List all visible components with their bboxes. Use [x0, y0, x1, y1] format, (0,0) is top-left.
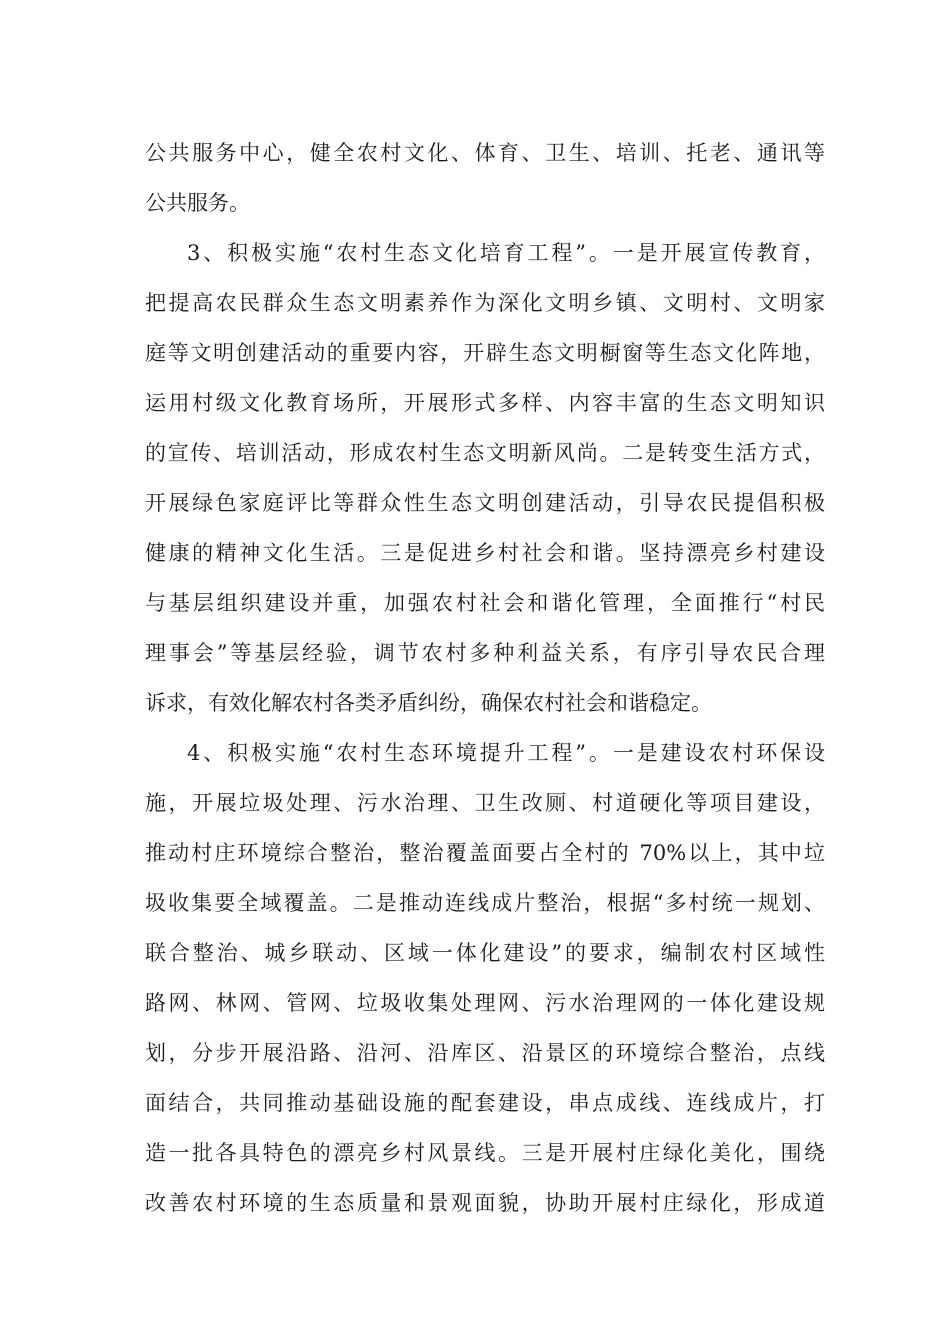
text-line: 理事会”等基层经验，调节农村多种利益关系，有序引导农民合理	[145, 641, 825, 665]
text-line: 健康的精神文化生活。三是促进乡村社会和谐。坚持漂亮乡村建设	[145, 541, 825, 565]
text-line: 运用村级文化教育场所，开展形式多样、内容丰富的生态文明知识	[145, 391, 825, 415]
paragraph-4-first-line: 4、积极实施“农村生态环境提升工程”。一是建设农村环保设	[187, 741, 825, 765]
text-line: 把提高农民群众生态文明素养作为深化文明乡镇、文明村、文明家	[145, 291, 825, 315]
text-line: 的宣传、培训活动，形成农村生态文明新风尚。二是转变生活方式，	[145, 441, 825, 465]
text-line: 联合整治、城乡联动、区域一体化建设”的要求，编制农村区域性	[145, 941, 825, 965]
text-line: 推动村庄环境综合整治，整治覆盖面要占全村的 70%以上，其中垃	[145, 841, 825, 865]
text-line: 施，开展垃圾处理、污水治理、卫生改厕、村道硬化等项目建设，	[145, 791, 825, 815]
text-line: 诉求，有效化解农村各类矛盾纠纷，确保农村社会和谐稳定。	[145, 691, 712, 715]
text-line: 路网、林网、管网、垃圾收集处理网、污水治理网的一体化建设规	[145, 991, 825, 1015]
text-line: 划，分步开展沿路、沿河、沿库区、沿景区的环境综合整治，点线	[145, 1041, 825, 1065]
text-line: 造一批各具特色的漂亮乡村风景线。三是开展村庄绿化美化，围绕	[145, 1141, 825, 1165]
text-line: 庭等文明创建活动的重要内容，开辟生态文明橱窗等生态文化阵地，	[145, 341, 825, 365]
text-line: 公共服务中心，健全农村文化、体育、卫生、培训、托老、通讯等	[145, 141, 825, 165]
text-line: 公共服务。	[145, 191, 250, 215]
text-line: 改善农村环境的生态质量和景观面貌，协助开展村庄绿化，形成道	[145, 1191, 825, 1215]
text-line: 面结合，共同推动基础设施的配套建设，串点成线、连线成片，打	[145, 1091, 825, 1115]
text-line: 与基层组织建设并重，加强农村社会和谐化管理，全面推行“村民	[145, 591, 825, 615]
text-line: 圾收集要全域覆盖。二是推动连线成片整治，根据“多村统一规划、	[145, 891, 825, 915]
paragraph-3-first-line: 3、积极实施“农村生态文化培育工程”。一是开展宣传教育，	[187, 241, 825, 265]
text-line: 开展绿色家庭评比等群众性生态文明创建活动，引导农民提倡积极	[145, 491, 825, 515]
